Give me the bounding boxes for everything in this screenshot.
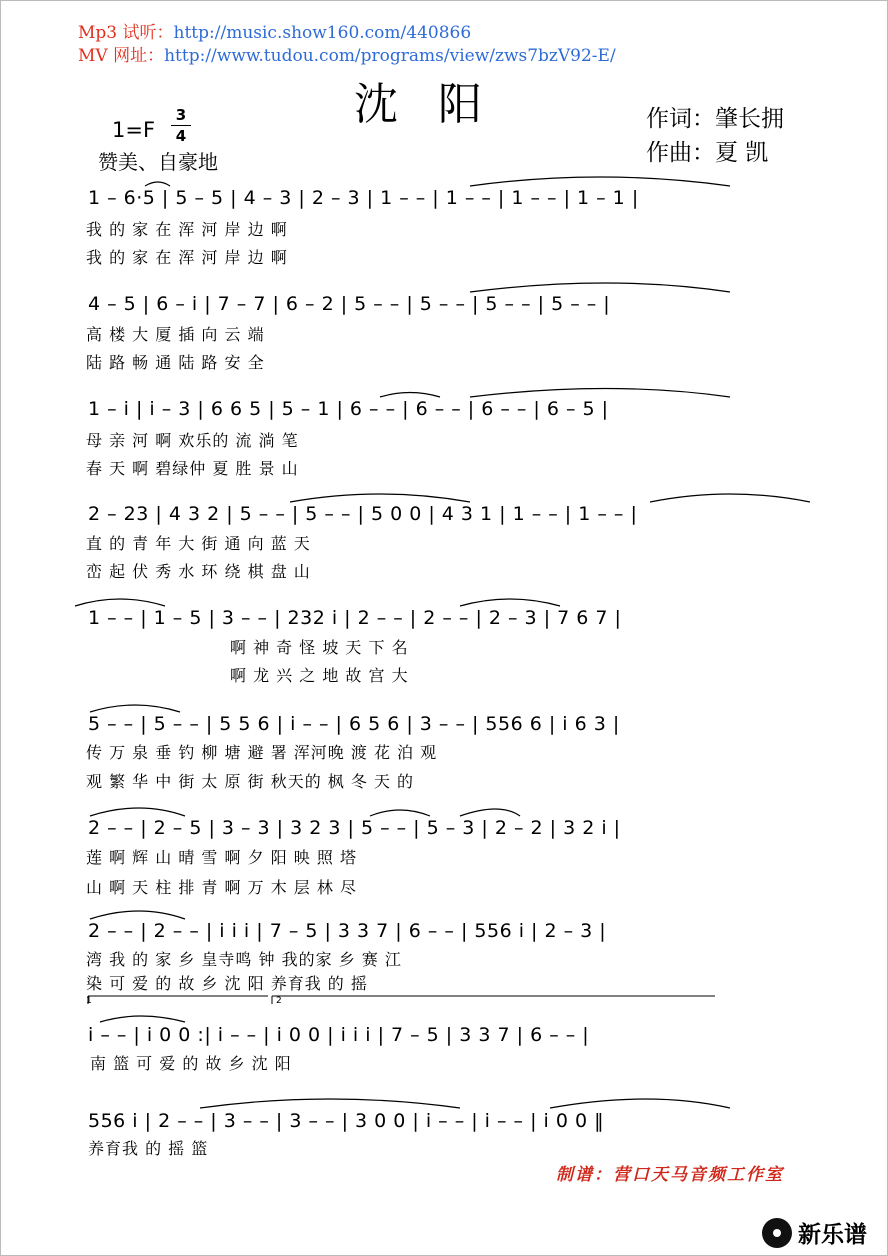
volta-first-label: 1 (86, 996, 92, 1006)
lyrics-verse-2: 峦 起 伏 秀 水 环 绕 棋 盘 山 (86, 562, 311, 581)
lyrics-verse-2: 陆 路 畅 通 陆 路 安 全 (86, 353, 265, 372)
watermark-text: 新乐谱 (798, 1222, 867, 1248)
lyrics-verse-1: 传 万 泉 垂 钓 柳 塘 避 署 浑河晚 渡 花 泊 观 (86, 743, 438, 762)
notation-row: 1 – – | 1 – 5 | 3 – – | 232 i | 2 – – | 2 – – | 2 – 3 | 7 6 7 | (88, 607, 622, 629)
key-signature: 1=F (112, 118, 156, 142)
notation-row: 2 – – | 2 – 5 | 3 – 3 | 3 2 3 | 5 – – | 5 – 3 | 2 – 2 | 3 2 i | (88, 817, 621, 839)
lyrics-verse-2: 观 繁 华 中 街 太 原 街 秋天的 枫 冬 天 的 (86, 772, 415, 791)
notation-row: i – – | i 0 0 :| i – – | i 0 0 | i i i | 7 – 5 | 3 3 7 | 6 – – | (88, 1024, 590, 1046)
lyrics-verse-2: 春 天 啊 碧绿仲 夏 胜 景 山 (86, 459, 299, 478)
notation-row: 1 – 6·5 | 5 – 5 | 4 – 3 | 2 – 3 | 1 – – | 1 – – | 1 – – | 1 – 1 | (88, 187, 639, 209)
song-title: 沈阳 (354, 79, 522, 130)
mp3-url[interactable]: http://music.show160.com/440866 (173, 23, 472, 43)
volta-second-label: 2 (276, 996, 282, 1006)
lyrics-verse-1: 养育我 的 摇 篮 (88, 1139, 209, 1158)
mp3-label: Mp3 试听： (78, 23, 174, 43)
lyrics-verse-1: 我 的 家 在 浑 河 岸 边 啊 (86, 220, 288, 239)
lyrics-verse-2: 山 啊 天 柱 排 青 啊 万 木 层 林 尽 (86, 878, 357, 897)
notation-row: 556 i | 2 – – | 3 – – | 3 – – | 3 0 0 | i – – | i – – | i 0 0 ‖ (88, 1110, 605, 1132)
mv-label: MV 网址： (78, 46, 165, 66)
notation-row: 1 – i | i – 3 | 6 6 5 | 5 – 1 | 6 – – | 6 – – | 6 – – | 6 – 5 | (88, 398, 609, 420)
lyrics-verse-2: 啊 龙 兴 之 地 故 宫 大 (230, 666, 409, 685)
vinyl-disc-icon (762, 1218, 792, 1248)
watermark (762, 1216, 867, 1249)
notation-row: 2 – 23 | 4 3 2 | 5 – – | 5 – – | 5 0 0 | 4 3 1 | 1 – – | 1 – – | (88, 503, 638, 525)
lyrics-verse-1: 南 篮 可 爱 的 故 乡 沈 阳 (90, 1054, 292, 1073)
expression-marking: 赞美、自豪地 (98, 150, 218, 174)
lyrics-verse-2: 我 的 家 在 浑 河 岸 边 啊 (86, 248, 288, 267)
time-signature-bottom: 4 (175, 127, 187, 145)
notation-row: 4 – 5 | 6 – i | 7 – 7 | 6 – 2 | 5 – – | 5 – – | 5 – – | 5 – – | (88, 293, 611, 315)
lyricist: 作词：肇长拥 (646, 106, 784, 132)
lyrics-verse-1: 湾 我 的 家 乡 皇寺鸣 钟 我的家 乡 赛 江 (86, 950, 402, 969)
lyrics-verse-2: 染 可 爱 的 故 乡 沈 阳 养育我 的 摇 (86, 974, 368, 993)
mv-url[interactable]: http://www.tudou.com/programs/view/zws7bzV92-E/ (164, 46, 616, 66)
lyrics-verse-1: 高 楼 大 厦 插 向 云 端 (86, 325, 265, 344)
lyrics-verse-1: 母 亲 河 啊 欢乐的 流 淌 笔 (86, 431, 299, 450)
composer: 作曲：夏 凯 (646, 140, 769, 166)
lyrics-verse-1: 直 的 青 年 大 街 通 向 蓝 天 (86, 534, 311, 553)
notation-row: 5 – – | 5 – – | 5 5 6 | i – – | 6 5 6 | 3 – – | 556 6 | i 6 3 | (88, 713, 620, 735)
time-signature-top: 3 (175, 106, 187, 124)
lyrics-verse-1: 莲 啊 辉 山 晴 雪 啊 夕 阳 映 照 塔 (86, 848, 357, 867)
notation-row: 2 – – | 2 – – | i i i | 7 – 5 | 3 3 7 | 6 – – | 556 i | 2 – 3 | (88, 920, 607, 942)
lyrics-verse-1: 啊 神 奇 怪 坡 天 下 名 (230, 638, 409, 657)
transcriber-credit: 制谱：营口天马音频工作室 (556, 1165, 784, 1185)
